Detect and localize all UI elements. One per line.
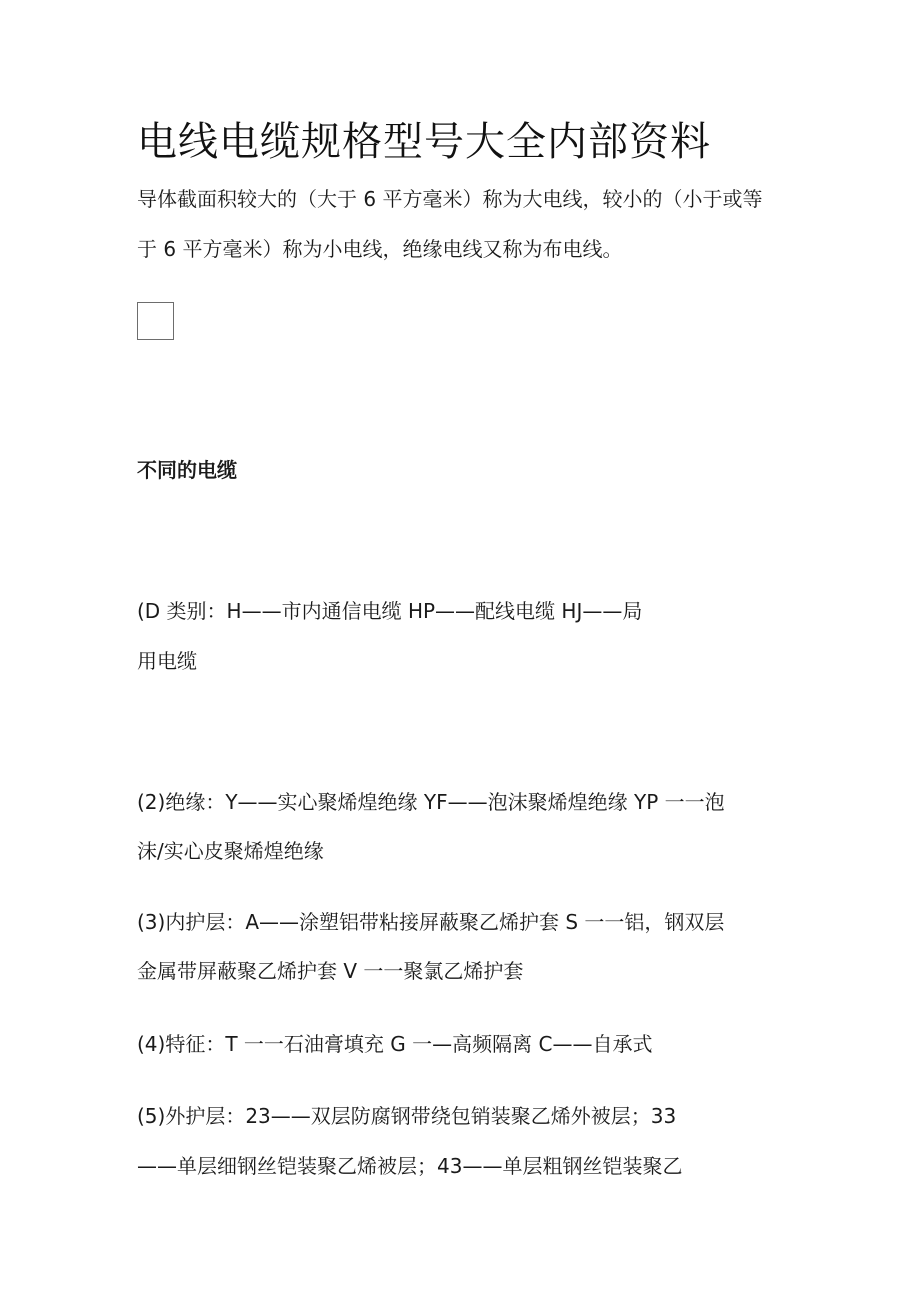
item-1-line-1: (D 类别：H——市内通信电缆 HP——配线电缆 HJ——局 <box>137 599 643 623</box>
intro-line-2: 于 6 平方毫米）称为小电线，绝缘电线又称为布电线。 <box>137 237 623 261</box>
item-5-line-2: ——单层细钢丝铠装聚乙烯被层；43——单层粗钢丝铠装聚乙 <box>137 1154 683 1178</box>
section-heading: 不同的电缆 <box>137 458 237 482</box>
item-1-line-2: 用电缆 <box>137 649 197 673</box>
item-3-line-1: (3)内护层：A——涂塑铝带粘接屏蔽聚乙烯护套 S 一一铝，钢双层 <box>137 910 725 934</box>
document-title: 电线电缆规格型号大全内部资料 <box>137 119 711 165</box>
item-4-line-1: (4)特征：T 一一石油膏填充 G 一—高频隔离 C——自承式 <box>137 1032 653 1056</box>
item-2-line-2: 沫/实心皮聚烯煌绝缘 <box>137 839 324 863</box>
item-3-line-2: 金属带屏蔽聚乙烯护套 V 一一聚氯乙烯护套 <box>137 959 524 983</box>
image-placeholder <box>137 302 174 340</box>
item-5-line-1: (5)外护层：23——双层防腐钢带绕包销装聚乙烯外被层；33 <box>137 1104 677 1128</box>
intro-line-1: 导体截面积较大的（大于 6 平方毫米）称为大电线，较小的（小于或等 <box>137 187 763 211</box>
item-2-line-1: (2)绝缘：Y——实心聚烯煌绝缘 YF——泡沫聚烯煌绝缘 YP 一一泡 <box>137 790 725 814</box>
